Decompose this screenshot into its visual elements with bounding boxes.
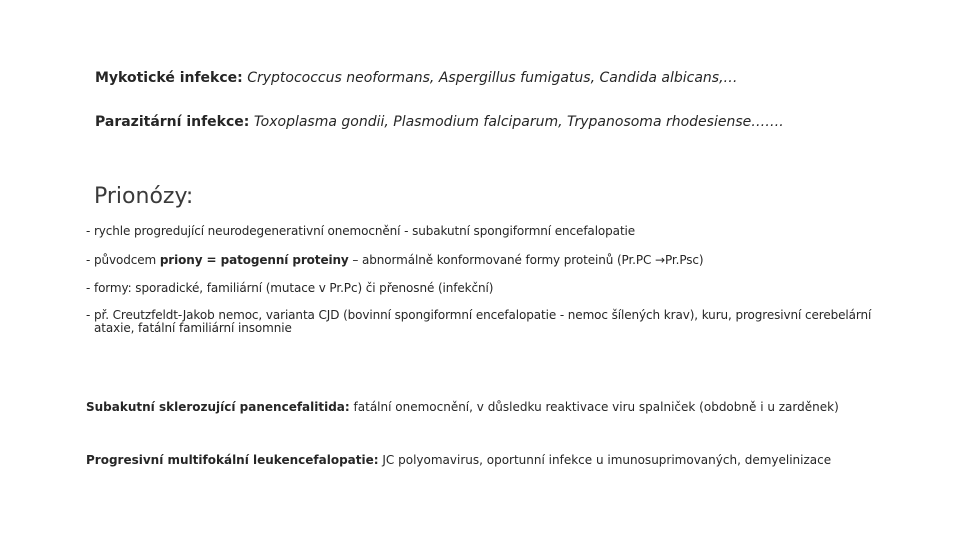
parasitic-text: Toxoplasma gondii, Plasmodium falciparum, Trypanosoma rhodesiense……. — [253, 114, 784, 130]
prion-bullet-1: - rychle progredující neurodegenerativní onemocnění - subakutní spongiformní encefalopatie — [86, 224, 636, 238]
pathogenic-proteins-term: patogenní proteiny — [220, 253, 349, 267]
prions-term: priony — [159, 253, 203, 267]
parasitic-label: Parazitární infekce: — [95, 114, 250, 130]
prion-bullet-2 — [86, 253, 704, 267]
sspe-line — [86, 400, 839, 414]
prion-bullet-3: - formy: sporadické, familiární (mutace v Pr.Pc) či přenosné (infekční) — [86, 281, 494, 295]
mycotic-label: Mykotické infekce: — [95, 70, 243, 86]
sspe-label: Subakutní sklerozující panencefalitida: — [86, 400, 350, 414]
pml-label: Progresivní multifokální leukencefalopatie: — [86, 453, 379, 467]
sspe-text: fatální onemocnění, v důsledku reaktivace viru spalniček (obdobně i u zarděnek) — [349, 400, 839, 414]
bullet-2-suffix: – abnormálně konformované formy proteinů (Pr.PC →Pr.Psc) — [348, 253, 704, 267]
pml-text: JC polyomavirus, oportunní infekce u imunosuprimovaných, demyelinizace — [378, 453, 832, 467]
prion-bullet-4-line-1: - př. Creutzfeldt-Jakob nemoc, varianta CJD (bovinní spongiformní encefalopatie - nemoc šílených krav), kuru, progresivní cerebelární — [86, 308, 872, 322]
prion-heading: Prionózy: — [94, 184, 194, 209]
equals-sign: = — [202, 253, 221, 267]
mycotic-text: Cryptococcus neoformans, Aspergillus fumigatus, Candida albicans,… — [247, 70, 738, 86]
parasitic-infections-line — [95, 114, 784, 130]
pml-line — [86, 453, 831, 467]
prion-bullet-4-line-2: ataxie, fatální familiární insomnie — [94, 321, 292, 335]
mycotic-infections-line — [95, 70, 738, 86]
bullet-2-prefix: - původcem — [86, 253, 160, 267]
